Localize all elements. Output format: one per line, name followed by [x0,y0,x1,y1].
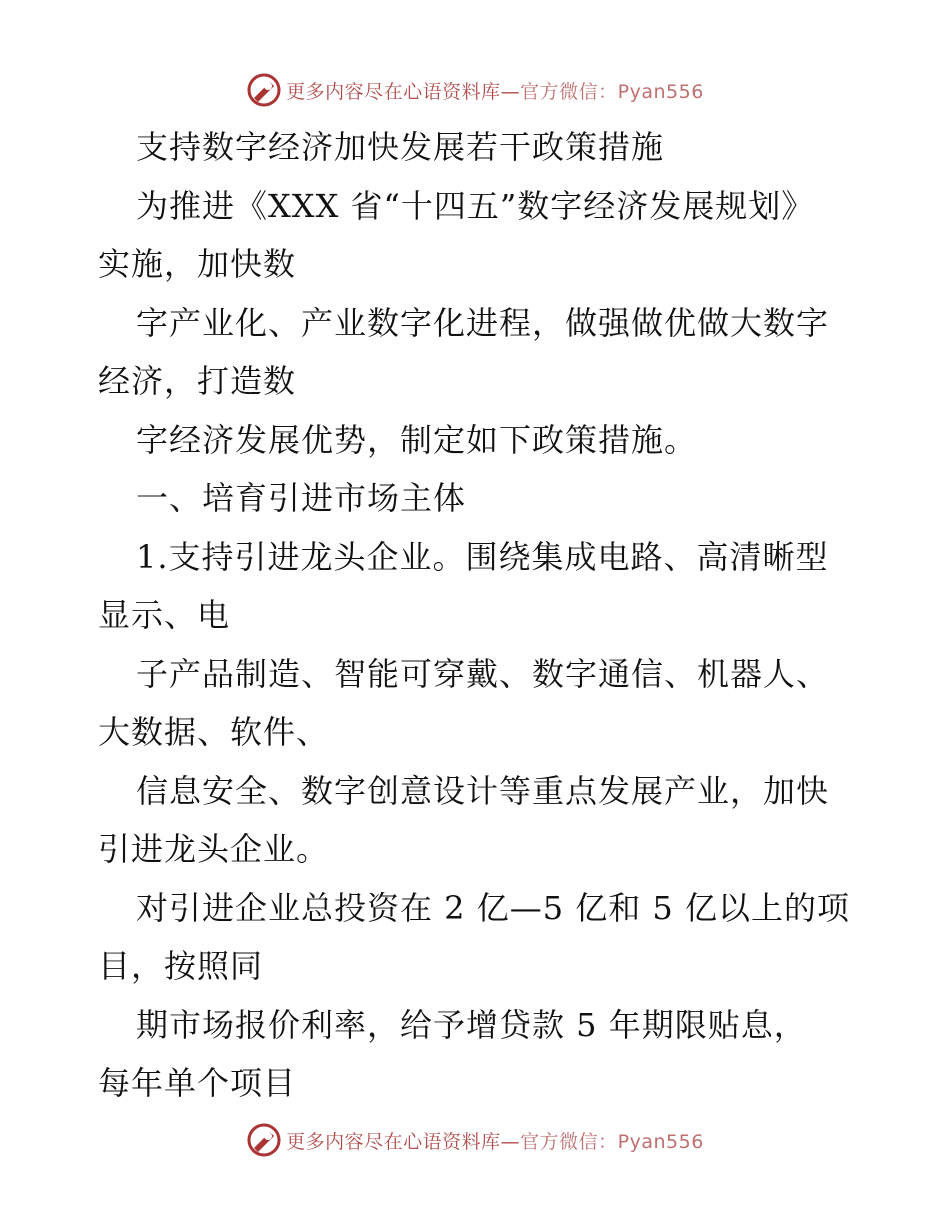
paragraph-line: 1.支持引进龙头企业。围绕集成电路、高清晰型 [136,537,829,576]
paragraph-line: 信息安全、数字创意设计等重点发展产业，加快 [136,771,830,810]
section-heading: 一、培育引进市场主体 [136,479,467,517]
paragraph-line: 引进龙头企业。 [98,830,330,868]
paragraph-line: 显示、电 [98,596,231,634]
paragraph-line: 字经济发展优势，制定如下政策措施。 [136,420,698,459]
paragraph-line: 经济，打造数 [98,362,297,400]
paragraph-line: 子产品制造、智能可穿戴、数字通信、机器人、 [136,654,830,693]
doc-title: 支持数字经济加快发展若干政策措施 [136,128,665,166]
paragraph-line: 实施，加快数 [98,245,297,283]
pen-logo-icon [246,1122,282,1158]
document-body [98,118,858,1113]
paragraph-line: 期市场报价利率，给予增贷款 5 年期限贴息， [136,1005,807,1044]
paragraph-line: 字产业化、产业数字化进程，做强做优做大数字 [136,303,830,342]
paragraph-line: 目，按照同 [98,947,264,985]
paragraph-line: 对引进企业总投资在 2 亿—5 亿和 5 亿以上的项 [136,888,850,927]
watermark-text [286,77,704,104]
watermark-wechat: 官方微信：Pyan556 [520,1130,704,1153]
watermark-text [286,1127,704,1154]
header-watermark [0,68,950,112]
paragraph-line: 大数据、软件、 [98,713,330,751]
paragraph-line: 每年单个项目 [98,1064,297,1102]
watermark-wechat: 官方微信：Pyan556 [520,80,704,103]
paragraph-line: 为推进《XXX 省“十四五”数字经济发展规划》 [136,186,815,225]
footer-watermark [0,1118,950,1162]
watermark-site: 更多内容尽在心语资料库— [286,80,521,103]
pen-logo-icon [246,72,282,108]
watermark-site: 更多内容尽在心语资料库— [286,1130,521,1153]
